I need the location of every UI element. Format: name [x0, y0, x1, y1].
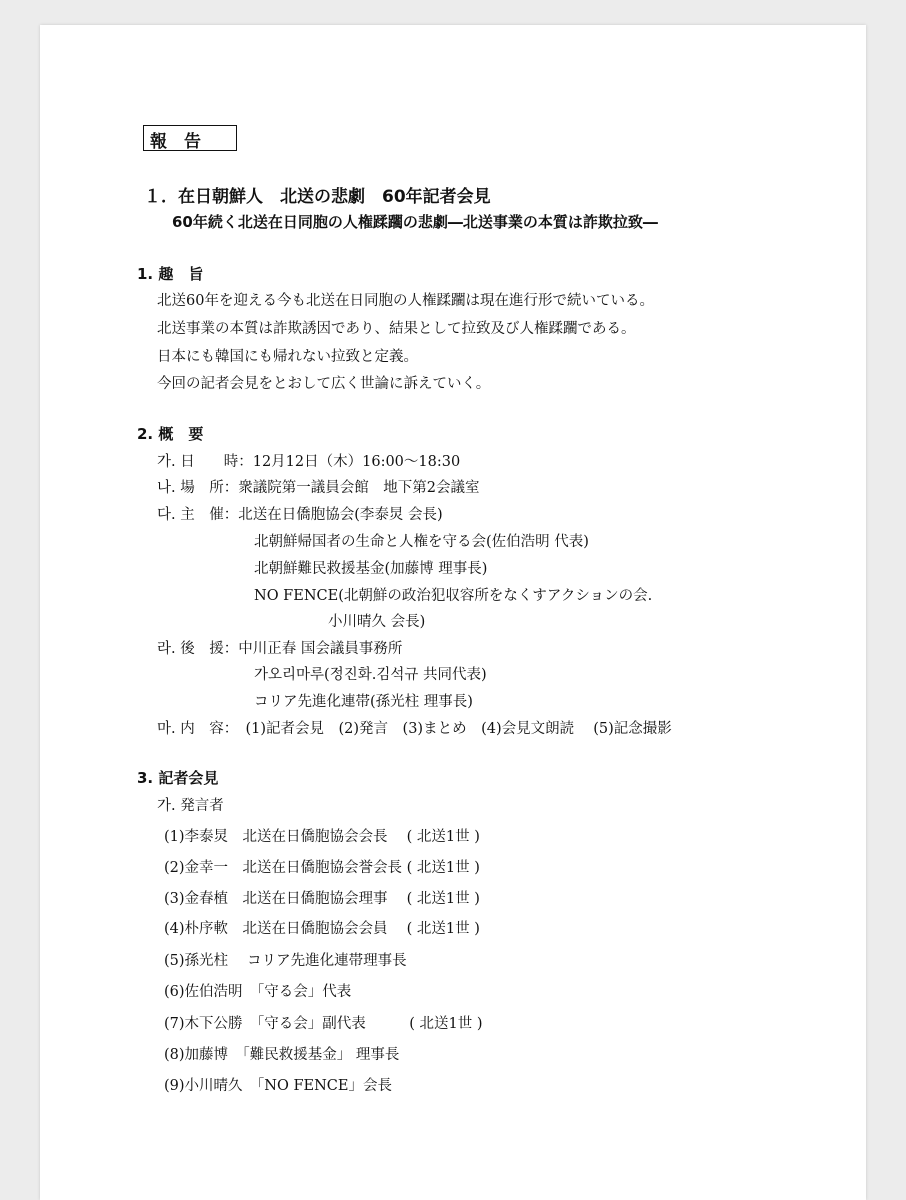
purpose-line: 日本にも韓国にも帰れない拉致と定義。: [157, 349, 418, 365]
purpose-line: 今回の記者会見をとおして広く世論に訴えていく。: [157, 376, 491, 392]
speaker-item: (8)加藤博 「難民救援基金」 理事長: [164, 1047, 400, 1063]
document-title: １．在日朝鮮人 北送の悲劇 60年記者会見: [144, 187, 491, 207]
speaker-item: (1)李泰炅 北送在日僑胞協会会長 ( 北送1世 ): [164, 829, 480, 845]
purpose-line: 北送事業の本質は詐欺誘因であり、結果として拉致及び人権蹂躙である。: [157, 321, 636, 337]
speaker-item: (3)金春植 北送在日僑胞協会理事 ( 北送1世 ): [164, 891, 480, 907]
speakers-subheading: 가. 発言者: [157, 798, 224, 814]
overview-organizer-line: 北朝鮮難民救援基金(加藤博 理事長): [254, 561, 488, 577]
overview-organizer-line: 小川晴久 会長): [328, 614, 426, 630]
overview-datetime: 가. 日 時：12月12日（木）16:00～18:30: [157, 454, 461, 470]
overview-venue: 나. 場 所：衆議院第一議員会館 地下第2会議室: [157, 480, 480, 496]
overview-sponsor-line: コリア先進化連帯(孫光柱 理事長): [254, 694, 473, 710]
section-heading-press-conference: 3. 記者会見: [137, 769, 219, 787]
section-heading-purpose: 1. 趣 旨: [137, 265, 204, 283]
overview-organizer: 다. 主 催：北送在日僑胞協会(李泰炅 会長): [157, 507, 443, 523]
overview-sponsor: 라. 後 援：中川正春 国会議員事務所: [157, 641, 403, 657]
overview-organizer-line: NO FENCE(北朝鮮の政治犯収容所をなくすアクションの会.: [254, 588, 653, 604]
speaker-item: (9)小川晴久 「NO FENCE」会長: [164, 1078, 392, 1094]
section-heading-overview: 2. 概 要: [137, 425, 204, 443]
document-subtitle: 60年続く北送在日同胞の人権蹂躙の悲劇―北送事業の本質は詐欺拉致―: [172, 213, 658, 231]
overview-content: 마. 内 容： (1)記者会見 (2)発言 (3)まとめ (4)会見文朗読 (5)記念撮影: [157, 721, 672, 737]
overview-organizer-line: 北朝鮮帰国者の生命と人権を守る会(佐伯浩明 代表): [254, 534, 589, 550]
speaker-item: (6)佐伯浩明 「守る会」代表: [164, 984, 352, 1000]
overview-sponsor-line: 가오리마루(정진화.김석규 共同代表): [254, 667, 487, 683]
report-label: 報 告: [150, 132, 201, 152]
document-page: [40, 25, 866, 1200]
purpose-line: 北送60年を迎える今も北送在日同胞の人権蹂躙は現在進行形で続いている。: [157, 293, 654, 309]
speaker-item: (5)孫光柱 コリア先進化連帯理事長: [164, 953, 407, 969]
speaker-item: (2)金幸一 北送在日僑胞協会誉会長 ( 北送1世 ): [164, 860, 480, 876]
speaker-item: (7)木下公勝 「守る会」副代表 ( 北送1世 ): [164, 1016, 483, 1032]
speaker-item: (4)朴序軟 北送在日僑胞協会会員 ( 北送1世 ): [164, 921, 480, 937]
